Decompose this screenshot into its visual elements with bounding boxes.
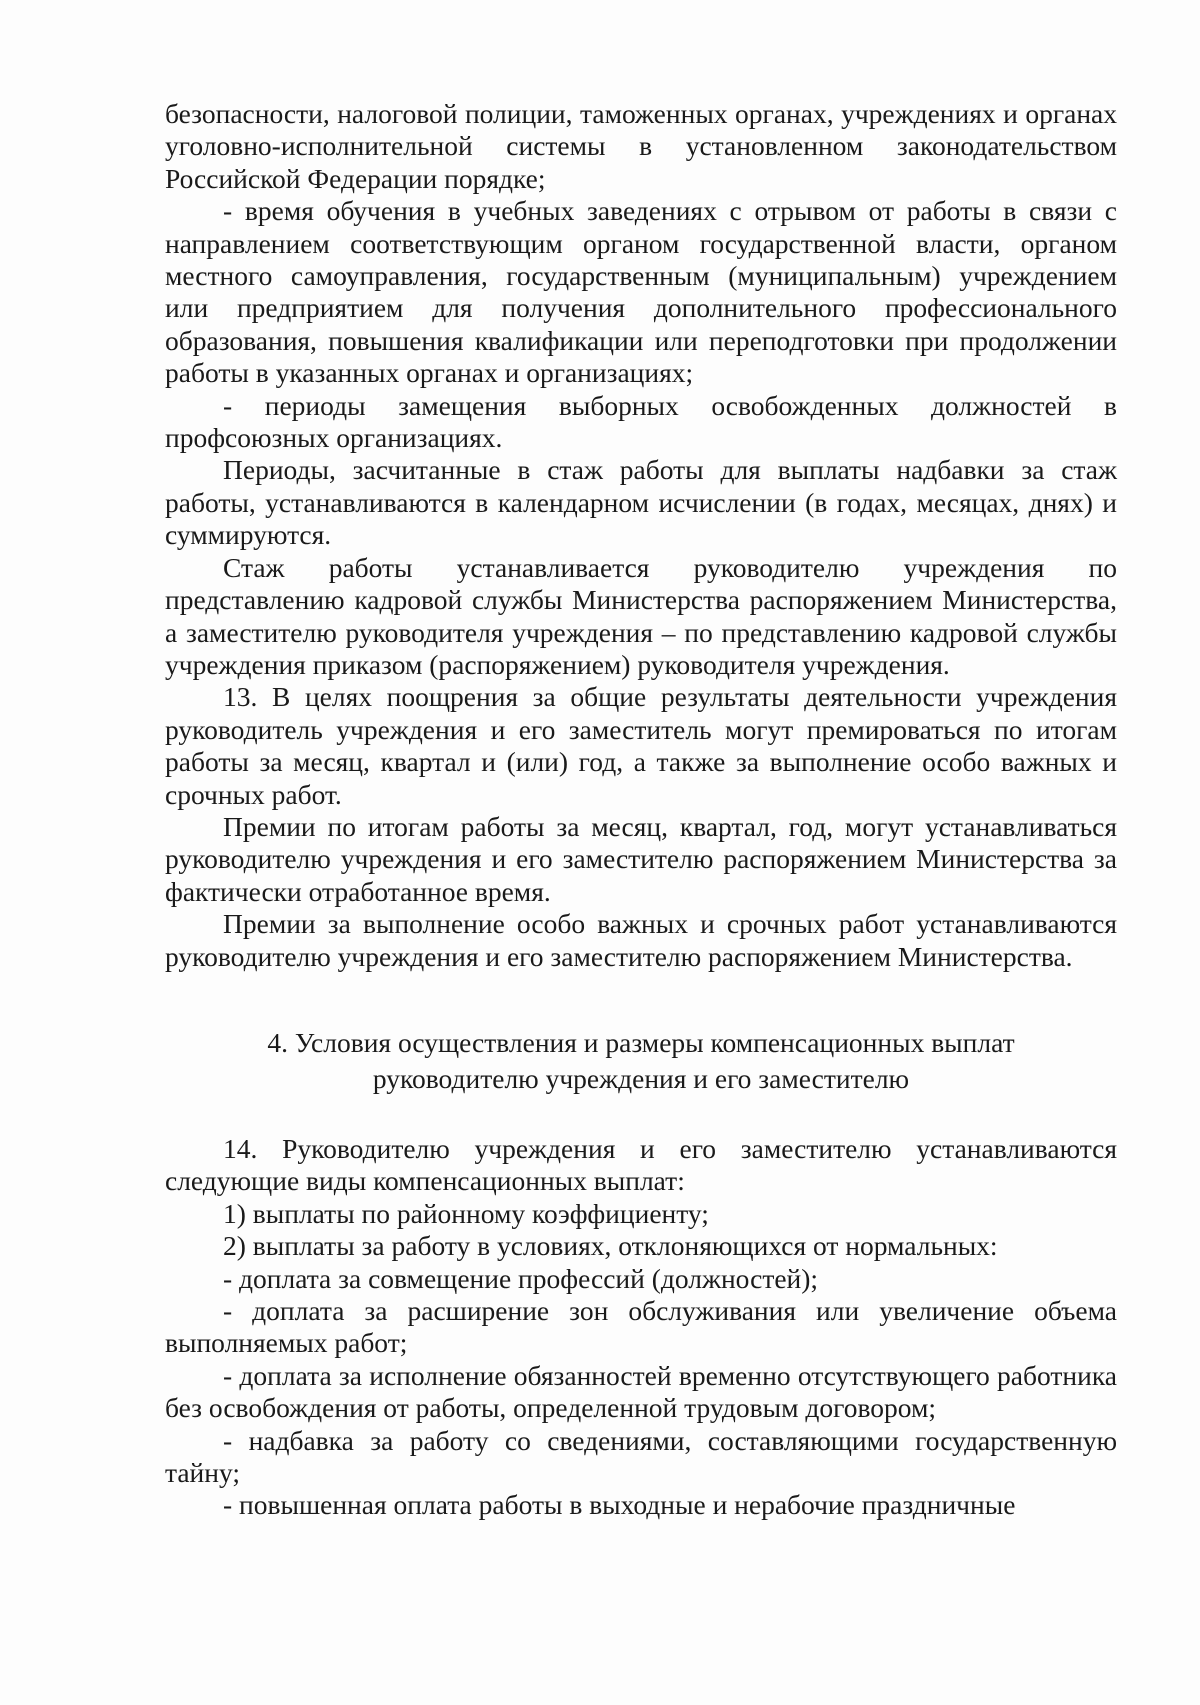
document-body (165, 98, 1117, 1522)
paragraph-13-bonuses: 13. В целях поощрения за общие результаты деятельности учреждения руководитель учреждения и его заместитель могут премироваться по итогам работы за месяц, квартал и (или) год, а также за выполнение особо важных и срочных работ. (165, 681, 1117, 810)
paragraph-seniority: Стаж работы устанавливается руководителю учреждения по представлению кадровой службы Министерства распоряжением Министерства, а заместителю руководителя учреждения – по представлению кадровой службы учреждения приказом (распоряжением) руководителя учреждения. (165, 551, 1117, 680)
paragraph-calendar-calculation: Периоды, засчитанные в стаж работы для выплаты надбавки за стаж работы, устанавливаются в календарном исчислении (в годах, месяцах, днях) и суммируются. (165, 454, 1117, 551)
section-heading-4 (165, 1025, 1117, 1097)
paragraph-union-positions: - периоды замещения выборных освобожденных должностей в профсоюзных организациях. (165, 389, 1117, 454)
list-item-abnormal-conditions: 2) выплаты за работу в условиях, отклоняющихся от нормальных: (223, 1230, 998, 1262)
list-item-combining-professions: - доплата за совмещение профессий (должностей); (223, 1262, 819, 1294)
paragraph-education-period: - время обучения в учебных заведениях с отрывом от работы в связи с направлением соответствующим органом государственной власти, органом местного самоуправления, государственным (муниципальным) учреждением или предприятием для получения дополнительного профессионального образования, повышения квалификации или переподготовки при продолжении работы в указанных органах и организациях; (165, 195, 1117, 389)
paragraph-bonus-periods: Премии по итогам работы за месяц, квартал, год, могут устанавливаться руководителю учреждения и его заместителю распоряжением Министерства за фактически отработанное время. (165, 810, 1117, 907)
list-item-service-zones: - доплата за расширение зон обслуживания или увеличение объема выполняемых работ; (165, 1295, 1117, 1359)
paragraph-14-compensation: 14. Руководителю учреждения и его заместителю устанавливаются следующие виды компенсационных выплат: (165, 1132, 1117, 1197)
list-item-weekend-pay: - повышенная оплата работы в выходные и нерабочие праздничные (223, 1489, 1016, 1521)
section-heading-line-1: 4. Условия осуществления и размеры компенсационных выплат (267, 1026, 1015, 1058)
list-item-regional-coefficient: 1) выплаты по районному коэффициенту; (223, 1197, 709, 1229)
list-item-absent-worker: - доплата за исполнение обязанностей временно отсутствующего работника без освобождения от работы, определенной трудовым договором; (165, 1359, 1117, 1424)
paragraph-continuation: безопасности, налоговой полиции, таможенных органах, учреждениях и органах уголовно-исполнительной системы в установленном законодательством Российской Федерации порядке; (165, 98, 1117, 194)
section-heading-line-2: руководителю учреждения и его заместителю (372, 1062, 910, 1094)
paragraph-bonus-urgent: Премии за выполнение особо важных и срочных работ устанавливаются руководителю учреждения и его заместителю распоряжением Министерства. (165, 908, 1117, 972)
list-item-state-secret: - надбавка за работу со сведениями, составляющими государственную тайну; (165, 1424, 1117, 1489)
